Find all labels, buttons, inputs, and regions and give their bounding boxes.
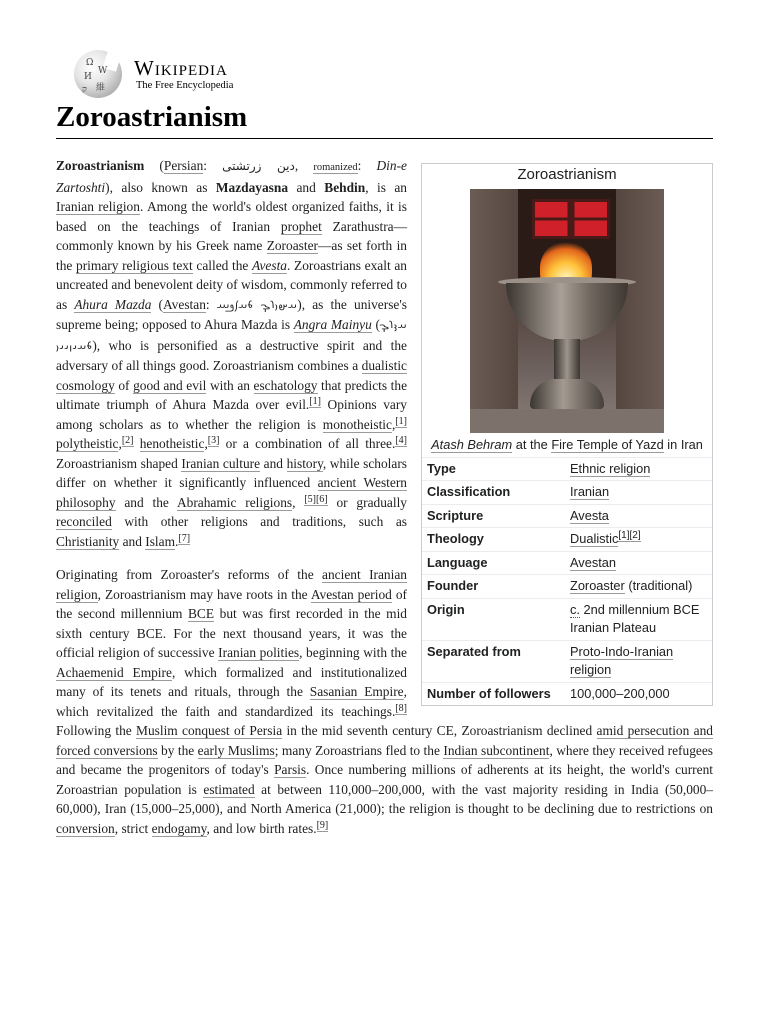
site-header [56,50,713,100]
infobox-row-classification: Classification Iranian [422,481,712,505]
link-estimated[interactable]: estimated [203,781,255,797]
infobox-title: Zoroastrianism [517,166,617,183]
link-abrahamic-religions[interactable]: Abrahamic religions [176,494,293,510]
citation-link[interactable]: [1][2] [618,530,641,541]
link-sasanian-empire[interactable]: Sasanian Empire [309,684,404,699]
link-indian-subcontinent[interactable]: Indian subcontinent [443,742,550,758]
link-persecution[interactable]: amid persecution and forced conversions [56,723,713,758]
citation-link[interactable]: [4] [395,435,407,446]
link-iranian-polities[interactable]: Iranian polities [218,645,300,660]
caption-link-fire-temple[interactable]: Fire Temple of Yazd [551,436,664,452]
wikipedia-wordmark[interactable]: Wikipedia [134,56,228,80]
link-iranian-religion[interactable]: Iranian religion [56,199,140,214]
infobox-table [422,457,712,706]
link-conversion[interactable]: conversion [56,820,115,836]
infobox-row-language: Language Avestan [422,551,712,575]
infobox [421,163,713,706]
circa-abbr[interactable]: c. [570,601,580,617]
link-avestan[interactable]: Avestan [163,296,206,312]
avestan-script: 𐬀𐬵𐬎𐬭𐬋 𐬨𐬀𐬰𐬛𐬁 [216,298,298,312]
link-monotheistic[interactable]: monotheistic [322,416,392,432]
infobox-row-origin: Origin c. 2nd millennium BCE Iranian Plateau [422,598,712,640]
link-primary-religious-text[interactable]: primary religious text [76,257,193,273]
link-ancient-western-philosophy[interactable]: ancient Western philosophy [56,475,407,510]
article-content [56,156,713,852]
infobox-value-link[interactable]: Avesta [570,507,609,523]
infobox-value-link[interactable]: Zoroaster [570,578,625,593]
wikipedia-globe-logo-icon[interactable]: Ω W И 維 ק [74,50,122,98]
infobox-row-founder: Founder Zoroaster (traditional) [422,575,712,599]
paragraph-1: Zoroastrianism (Persian: دین زرتشتی, romanized: Din-e Zartoshti), also known as Mazdayasna and Behdin, is an Iranian religion. Among the world's oldest organized faiths, it is based on the teachings of Iranian prophet Zarathustra—commonly known by his Greek name Zoroaster—as set forth in the primary religious text called the Avesta. Zoroastrians exalt an uncreated and benevolent deity of wisdom, commonly referred to as Ahura Mazda (Avestan: 𐬀𐬵𐬎𐬭𐬋 𐬨𐬀𐬰𐬛𐬁), as the universe's supreme being; opposed to Ahura Mazda is Angra Mainyu (𐬀𐬢𐬭𐬋 𐬨𐬀𐬌𐬥𐬌𐬌𐬎), who is personified as a destructive spirit and the adversary of all things good. Zoroastrianism combines a dualistic cosmology of good and evil with an eschatology that predicts the ultimate triumph of Ahura Mazda over evil.[1] Opinions vary among scholars as to whether the religion is monotheistic,[1] polytheistic,[2] henotheistic,[3] or a combination of all three.[4] Zoroastrianism shaped Iranian culture and history, while scholars differ on whether it significantly influenced ancient Western philosophy and the Abrahamic religions, [5][6] or gradually reconciled with other religions and traditions, such as Christianity and Islam.[7] [56,158,408,549]
infobox-value-link[interactable]: Iranian [570,484,610,499]
infobox-row-scripture: Scripture Avesta [422,504,712,528]
link-early-muslims[interactable]: early Muslims [197,742,275,758]
infobox-caption: Atash Behram at the Fire Temple of Yazd in Iran [431,436,703,452]
caption-link-atash-behram[interactable]: Atash Behram [431,436,513,452]
citation-link[interactable]: [3] [207,435,220,446]
link-bce[interactable]: BCE [188,606,215,621]
link-dualistic-cosmology[interactable]: dualistic cosmology [56,358,407,393]
article-page [56,50,713,852]
link-muslim-conquest-of-persia[interactable]: Muslim conquest of Persia [136,723,283,738]
infobox-value-link[interactable]: Proto-Indo-Iranian religion [570,643,674,677]
link-angra-mainyu[interactable]: Angra Mainyu [293,317,372,332]
infobox-row-separated-from: Separated from Proto-Indo-Iranian religion [422,640,712,682]
citation-link[interactable]: [5][6] [304,493,328,505]
citation-link[interactable]: [7] [178,532,191,544]
fire-temple-image[interactable] [470,189,664,433]
page-title: Zoroastrianism [56,100,713,139]
link-endogamy[interactable]: endogamy [151,820,207,836]
infobox-value-link[interactable]: Dualistic [570,531,619,546]
infobox-row-theology: Theology Dualistic[1][2] [422,528,712,552]
link-parsis[interactable]: Parsis [274,762,307,777]
infobox-row-type: Type Ethnic religion [422,457,712,481]
link-avestan-period[interactable]: Avestan period [310,586,392,602]
infobox-value-link[interactable]: Ethnic religion [570,460,651,476]
citation-link[interactable]: [1] [395,415,407,427]
avestan-script: 𐬀𐬢𐬭𐬋 𐬨𐬀𐬌𐬥𐬌𐬌𐬎 [56,319,407,353]
link-persian[interactable]: Persian [163,158,204,173]
link-polytheistic[interactable]: polytheistic [56,436,119,451]
citation-link[interactable]: [1] [309,396,321,407]
link-islam[interactable]: Islam [145,533,176,549]
link-henotheistic[interactable]: henotheistic [139,436,205,451]
persian-script: دین زرتشتی [222,159,295,173]
wikipedia-tagline: The Free Encyclopedia [136,80,234,91]
infobox-value-link[interactable]: Avestan [570,554,617,570]
citation-link[interactable]: [9] [316,819,329,831]
paragraph-2: Originating from Zoroaster's reforms of the ancient Iranian religion, Zoroastrianism may have roots in the Avestan period of the second millennium BCE but was first recorded in the mid sixth century BCE. For the next thousand years, it was the official religion of successive Iranian polities, beginning with the Achaemenid Empire, which formalized and institutionalized many of its tenets and rituals, through the Sasanian Empire, which revitalized the faith and standardized its teachings.[8] Following the Muslim conquest of Persia in the mid seventh century CE, Zoroastrianism declined amid persecution and forced conversions by the early Muslims; many Zoroastrians fled to the Indian subcontinent, where they received refugees and became the progenitors of today's Parsis. Once numbering millions of adherents at its height, the world's current Zoroastrian population is estimated at between 110,000–200,000, with the vast majority residing in India (50,000–60,000), Iran (15,000–25,000), and North America (21,000); the religion is thought to be declining due to restrictions on conversion, strict endogamy, and low birth rates.[9] [56,567,713,836]
link-good-and-evil[interactable]: good and evil [133,377,207,393]
link-romanized[interactable]: romanized [313,162,358,173]
link-eschatology[interactable]: eschatology [253,377,318,393]
link-reconciled[interactable]: reconciled [56,514,112,529]
link-zoroaster[interactable]: Zoroaster [266,238,318,253]
link-achaemenid-empire[interactable]: Achaemenid Empire [56,664,172,680]
link-christianity[interactable]: Christianity [56,533,120,549]
link-ahura-mazda[interactable]: Ahura Mazda [74,296,152,312]
link-iranian-culture[interactable]: Iranian culture [181,455,261,471]
citation-link[interactable]: [2] [121,435,134,446]
link-prophet[interactable]: prophet [280,218,322,234]
link-avesta[interactable]: Avesta [252,257,288,273]
link-ancient-iranian-religion[interactable]: ancient Iranian religion [56,567,407,602]
citation-link[interactable]: [8] [395,702,407,714]
infobox-row-followers: Number of followers 100,000–200,000 [422,682,712,705]
link-history[interactable]: history [286,455,323,471]
